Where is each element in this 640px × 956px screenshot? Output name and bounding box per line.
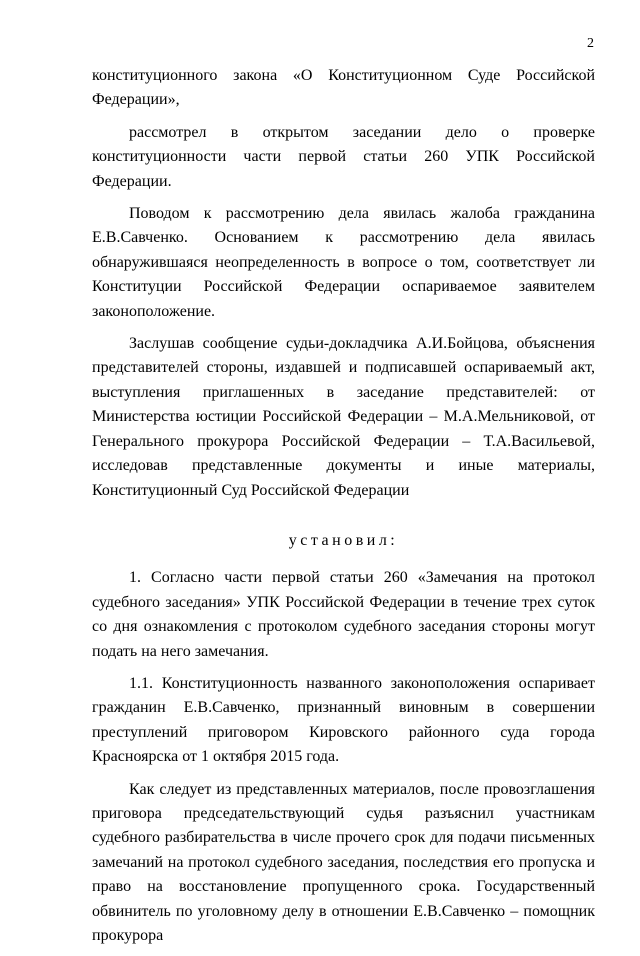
paragraph-considered: рассмотрел в открытом заседании дело о проверке конституционности части первой статьи 260 УПК Российской Федерации. <box>92 123 595 190</box>
section-heading-established: установил: <box>288 531 399 549</box>
paragraph-law-reference: конституционного закона «О Конституционном Суде Российской Федерации», <box>92 67 595 109</box>
paragraph-article-260: 1. Согласно части первой статьи 260 «Замечания на протокол судебного заседания» УПК Российской Федерации в течение трех суток со дня ознакомления с протоколом судебного заседания стороны могут подать на него замечания. <box>92 569 595 660</box>
paragraph-reason: Поводом к рассмотрению дела явилась жалоба гражданина Е.В.Савченко. Основанием к рассмотрению дела явилась обнаружившаяся неопределенность в вопросе о том, соответствует ли Конституции Российской Федерации оспариваемое заявителем законоположение. <box>92 205 595 320</box>
paragraph-constitutionality: 1.1. Конституционность названного законоположения оспаривает гражданин Е.В.Савченко, признанный виновным в совершении преступлений приговором Кировского районного суда города Красноярска от 1 октября 2015 года. <box>92 674 595 766</box>
paragraph-hearing: Заслушав сообщение судьи-докладчика А.И.Бойцова, объяснения представителей стороны, издавшей и подписавшей оспариваемый акт, выступления приглашенных в заседание представителей: от Министерства юстиции Российской Федерации – М.А.Мельниковой, от Генерального прокурора Российской Федерации – Т.А.Васильевой, исследовав представленные документы и иные материалы, Конституционный Суд Российской Федерации <box>92 335 595 499</box>
document-body <box>92 64 595 956</box>
page-number: 2 <box>587 36 594 51</box>
paragraph-materials: Как следует из представленных материалов, после провозглашения приговора председательствующий судья разъяснил участникам судебного разбирательства в числе прочего срок для подачи письменных замечаний на протокол судебного заседания, последствия его пропуска и право на восстановление пропущенного срока. Государственный обвинитель по уголовному делу в отношении Е.В.Савченко – помощник прокурора <box>92 780 595 944</box>
